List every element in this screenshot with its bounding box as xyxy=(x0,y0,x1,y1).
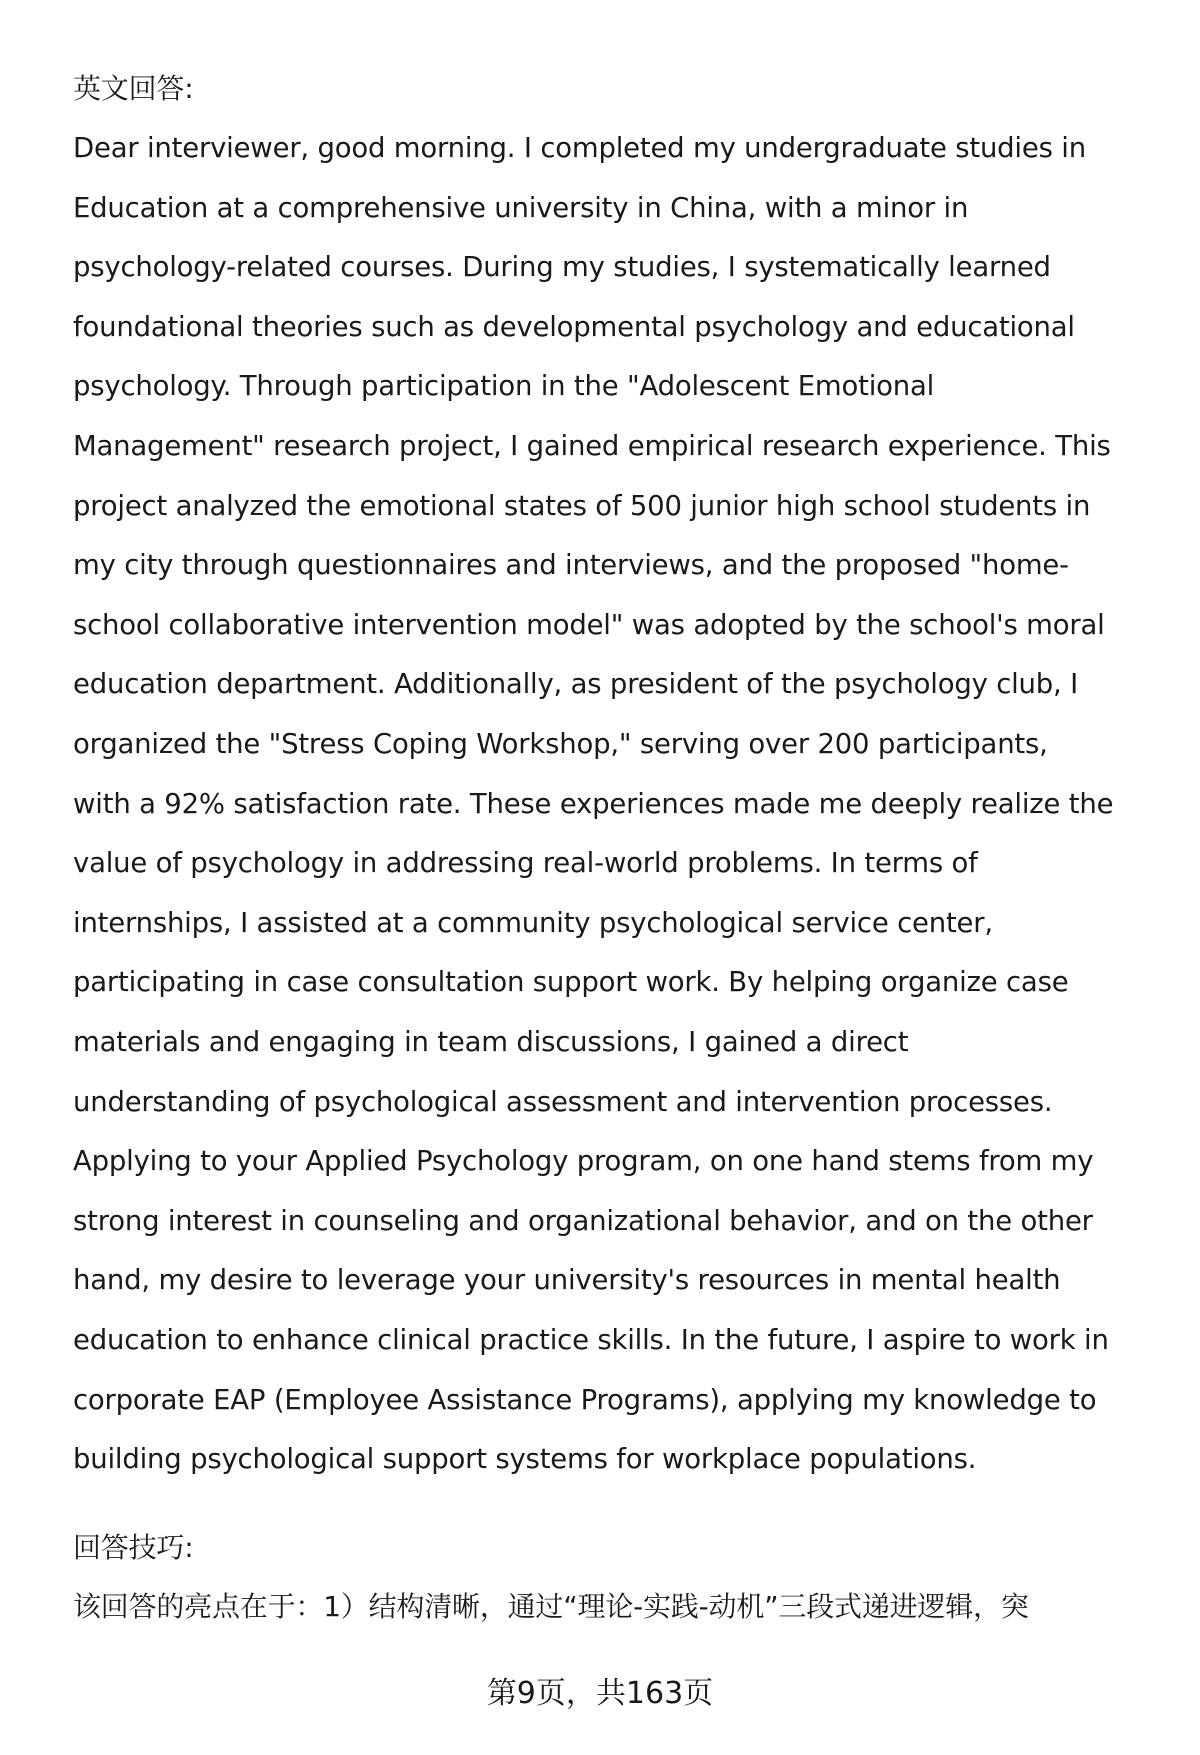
answer-line: education department. Additionally, as president of the psychology club, I xyxy=(73,668,1079,701)
answer-line: building psychological support systems for workplace populations. xyxy=(73,1443,977,1476)
answer-line: internships, I assisted at a community psychological service center, xyxy=(73,906,993,939)
answer-line: hand, my desire to leverage your university's resources in mental health xyxy=(73,1264,1061,1297)
answer-line: corporate EAP (Employee Assistance Programs), applying my knowledge to xyxy=(73,1383,1097,1416)
answer-line: project analyzed the emotional states of 500 junior high school students in xyxy=(73,489,1091,522)
section-heading-answer-tips: 回答技巧: xyxy=(73,1531,194,1564)
tips-text: 该回答的亮点在于：1）结构清晰，通过“理论-实践-动机”三段式递进逻辑，突 xyxy=(73,1590,1029,1623)
answer-line: with a 92% satisfaction rate. These experiences made me deeply realize the xyxy=(73,787,1114,820)
answer-line: my city through questionnaires and interviews, and the proposed "home- xyxy=(73,549,1069,582)
answer-line: Applying to your Applied Psychology program, on one hand stems from my xyxy=(73,1145,1094,1178)
answer-line: Dear interviewer, good morning. I completed my undergraduate studies in xyxy=(73,132,1086,164)
answer-line: psychology. Through participation in the "Adolescent Emotional xyxy=(73,370,935,403)
page-number-footer: 第9页，共163页 xyxy=(486,1676,714,1711)
answer-line: school collaborative intervention model" was adopted by the school's moral xyxy=(73,608,1105,641)
answer-line: Management" research project, I gained empirical research experience. This xyxy=(73,430,1111,462)
answer-line: organized the "Stress Coping Workshop," serving over 200 participants, xyxy=(73,728,1048,760)
answer-line: strong interest in counseling and organizational behavior, and on the other xyxy=(73,1204,1093,1237)
answer-line: participating in case consultation support work. By helping organize case xyxy=(73,966,1069,999)
answer-line: value of psychology in addressing real-world problems. In terms of xyxy=(73,847,978,880)
answer-line: materials and engaging in team discussions, I gained a direct xyxy=(73,1026,909,1058)
answer-line: Education at a comprehensive university in China, with a minor in xyxy=(73,191,969,224)
answer-line: understanding of psychological assessment and intervention processes. xyxy=(73,1085,1053,1118)
answer-line: education to enhance clinical practice skills. In the future, I aspire to work in xyxy=(73,1324,1109,1356)
answer-line: psychology-related courses. During my studies, I systematically learned xyxy=(73,251,1051,284)
answer-line: foundational theories such as developmental psychology and educational xyxy=(73,310,1075,343)
section-heading-english-answer: 英文回答: xyxy=(73,72,194,105)
